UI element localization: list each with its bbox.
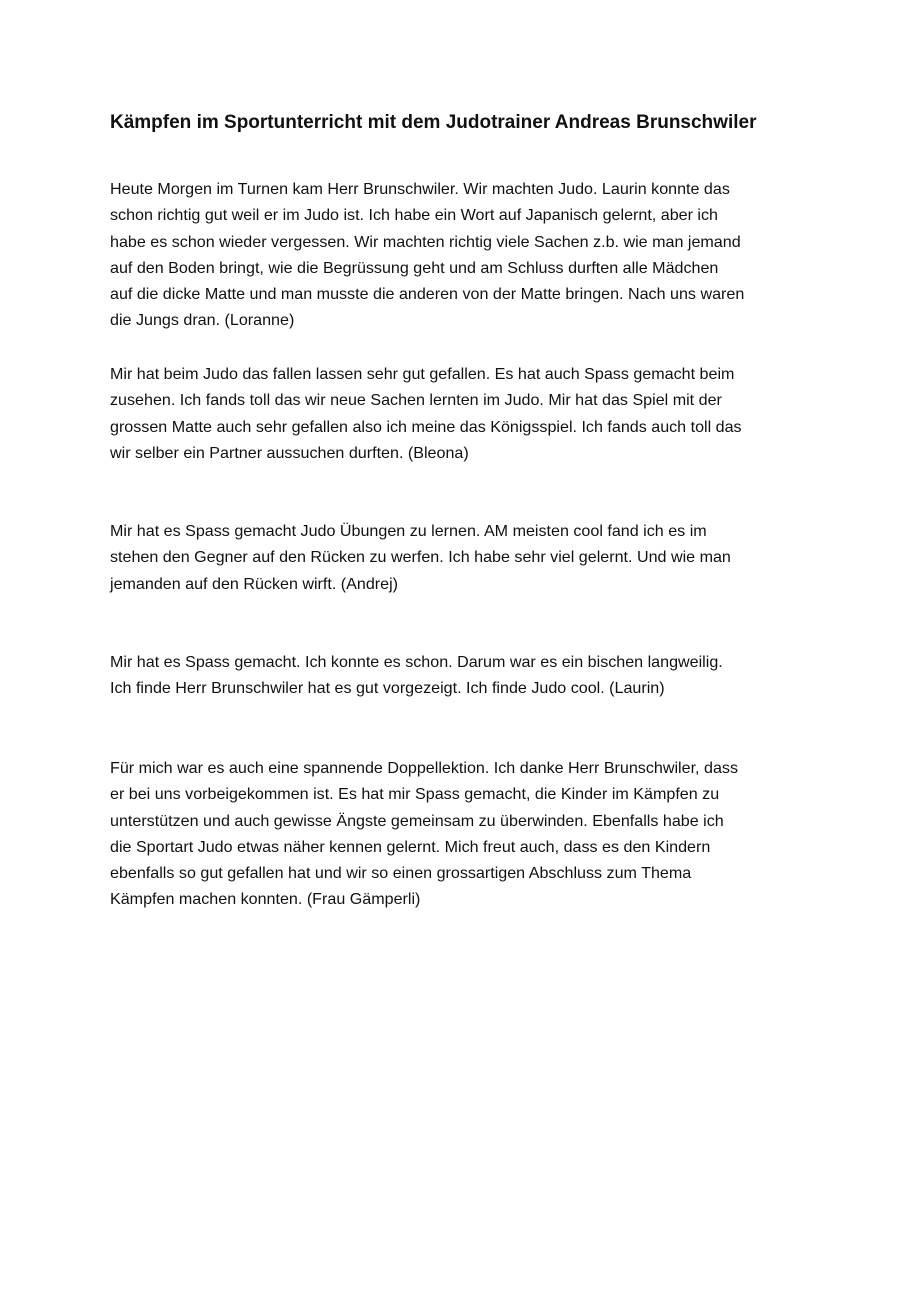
paragraph-andrej [110, 518, 815, 597]
text-line: die Sportart Judo etwas näher kennen gelernt. Mich freut auch, dass es den Kindern [110, 837, 711, 856]
text-line: Mir hat es Spass gemacht. Ich konnte es schon. Darum war es ein bischen langweilig. [110, 653, 723, 671]
text-line: Mir hat es Spass gemacht Judo Übungen zu lernen. AM meisten cool fand ich es im [110, 522, 707, 540]
paragraph-frau-gaemperli [110, 755, 815, 913]
text-line: schon richtig gut weil er im Judo ist. Ich habe ein Wort auf Japanisch gelernt, aber ich [110, 206, 719, 225]
text-line: Kämpfen machen konnten. (Frau Gämperli) [110, 890, 421, 909]
paragraph-laurin [110, 649, 815, 702]
text-line: auf den Boden bringt, wie die Begrüssung geht und am Schluss durften alle Mädchen [110, 258, 719, 277]
text-line: Mir hat beim Judo das fallen lassen sehr gut gefallen. Es hat auch Spass gemacht beim [110, 365, 735, 383]
text-line: grossen Matte auch sehr gefallen also ich meine das Königsspiel. Ich fands auch toll das [110, 417, 742, 436]
text-line: die Jungs dran. (Loranne) [110, 311, 295, 330]
text-line: Heute Morgen im Turnen kam Herr Brunschwiler. Wir machten Judo. Laurin konnte das [110, 180, 730, 198]
text-line: habe es schon wieder vergessen. Wir machten richtig viele Sachen z.b. wie man jemand [110, 232, 741, 251]
text-line: Für mich war es auch eine spannende Doppellektion. Ich danke Herr Brunschwiler, dass [110, 759, 738, 777]
text-line: unterstützen und auch gewisse Ängste gemeinsam zu überwinden. Ebenfalls habe ich [110, 811, 724, 830]
text-line: er bei uns vorbeigekommen ist. Es hat mir Spass gemacht, die Kinder im Kämpfen zu [110, 785, 720, 804]
text-line: ebenfalls so gut gefallen hat und wir so einen grossartigen Abschluss zum Thema [110, 864, 692, 883]
text-line: wir selber ein Partner aussuchen durften. (Bleona) [110, 443, 469, 462]
text-line: Ich finde Herr Brunschwiler hat es gut vorgezeigt. Ich finde Judo cool. (Laurin) [110, 679, 665, 698]
paragraph-loranne [110, 176, 815, 334]
text-line: zusehen. Ich fands toll das wir neue Sachen lernten im Judo. Mir hat das Spiel mit der [110, 391, 722, 410]
document-title: Kämpfen im Sportunterricht mit dem Judotrainer Andreas Brunschwiler [110, 112, 757, 133]
text-line: jemanden auf den Rücken wirft. (Andrej) [110, 574, 399, 593]
text-line: auf die dicke Matte und man musste die anderen von der Matte bringen. Nach uns waren [110, 285, 745, 304]
text-line: stehen den Gegner auf den Rücken zu werfen. Ich habe sehr viel gelernt. Und wie man [110, 548, 731, 567]
paragraph-bleona [110, 361, 815, 466]
